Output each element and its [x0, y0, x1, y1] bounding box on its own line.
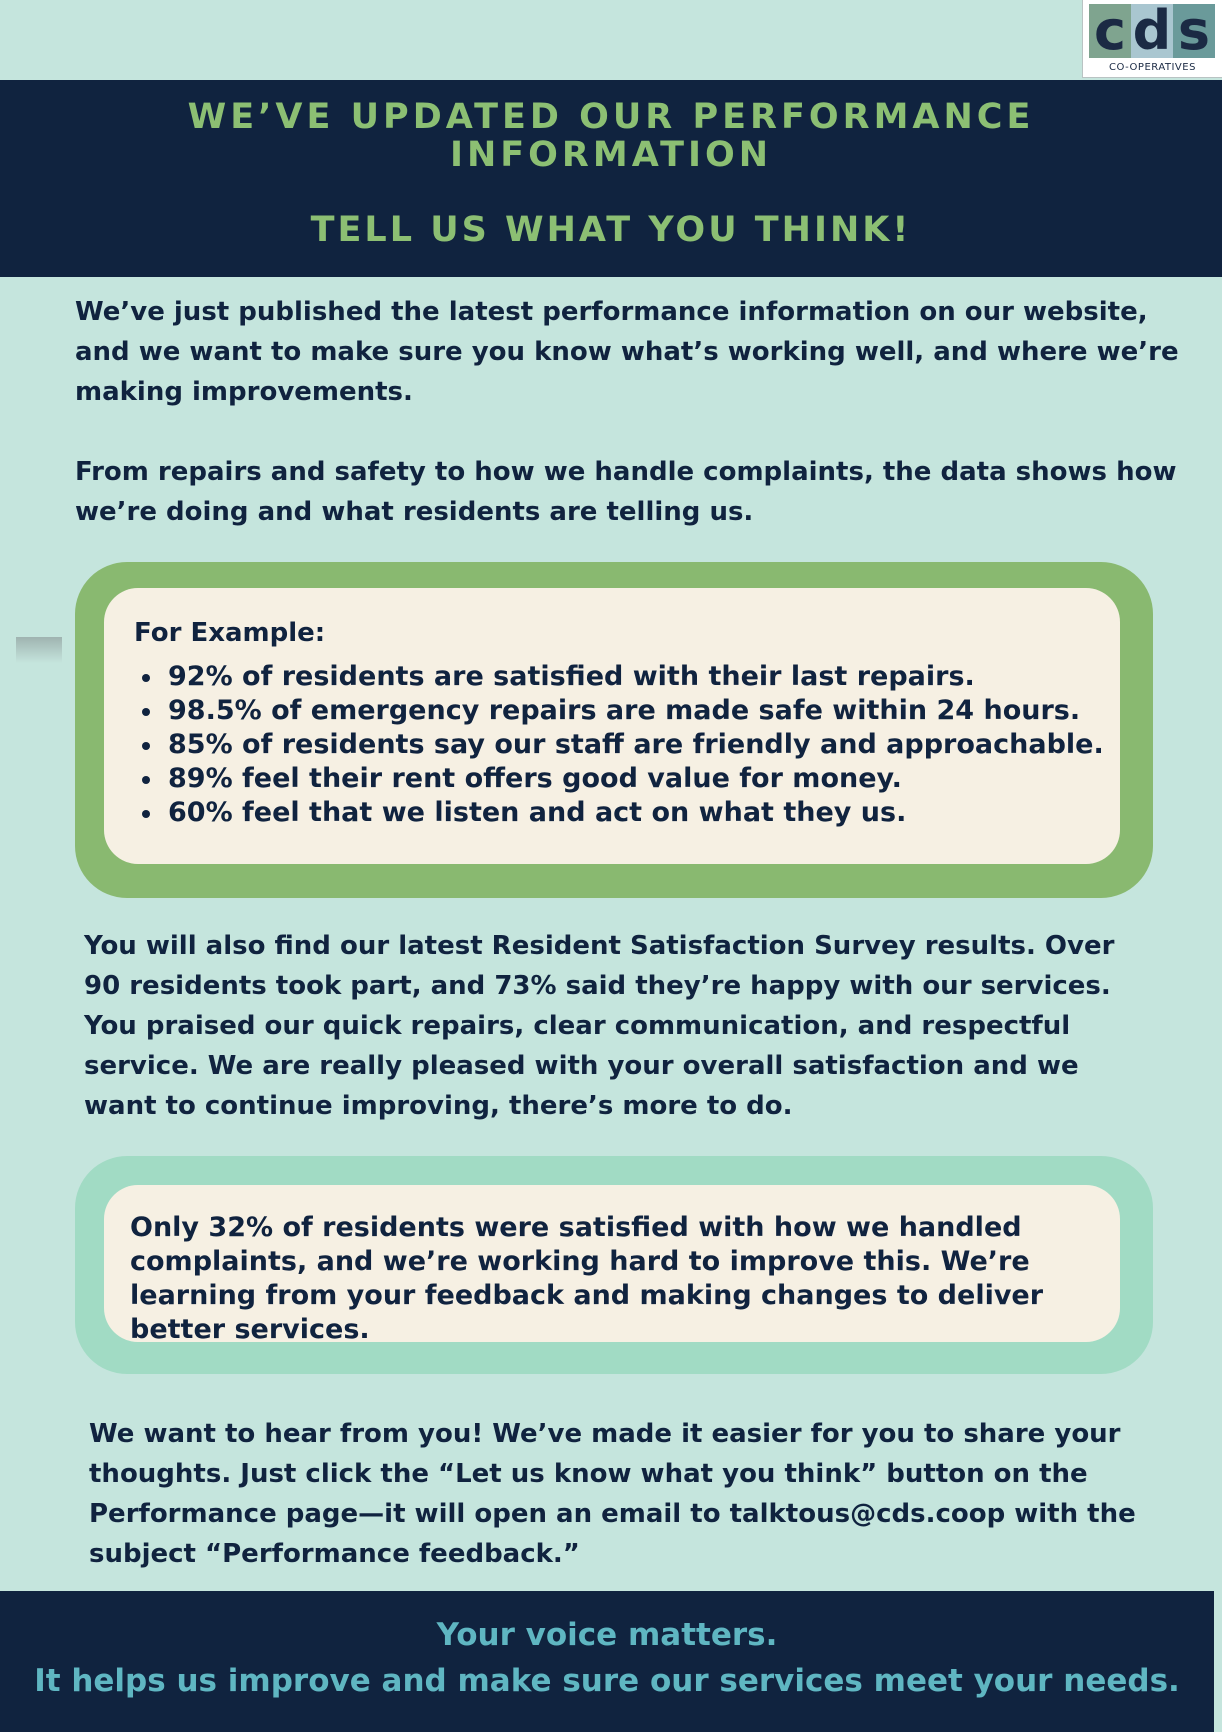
- footer-line-2: It helps us improve and make sure our services meet your needs.: [34, 1663, 1180, 1699]
- footer-banner: [0, 1591, 1214, 1732]
- logo-caption: CO-OPERATIVES: [1109, 62, 1196, 73]
- list-item: 92% of residents are satisfied with their last repairs.: [134, 660, 1104, 694]
- logo-letter-d: d: [1132, 0, 1172, 62]
- examples-box-inner: [104, 588, 1120, 864]
- list-item: 85% of residents say our staff are friendly and approachable.: [134, 728, 1104, 762]
- logo-letter-c: c: [1089, 4, 1131, 58]
- complaints-text: Only 32% of residents were satisfied with how we handled complaints, and we’re working hard to improve this. We’re learning from your feedback and making changes to deliver better services.: [130, 1212, 1044, 1345]
- logo-letter-s: s: [1173, 4, 1215, 58]
- cds-logo: [1082, 0, 1222, 78]
- page-subtitle: TELL US WHAT YOU THINK!: [310, 210, 912, 250]
- header-banner: [0, 80, 1222, 277]
- examples-list: [134, 660, 1104, 830]
- logo-tiles: [1089, 0, 1215, 62]
- list-item: 60% feel that we listen and act on what they us.: [134, 796, 1104, 830]
- side-tab-marker: [16, 637, 62, 663]
- complaints-box-inner: [104, 1185, 1120, 1345]
- footer-line-1: Your voice matters.: [436, 1617, 778, 1653]
- complaints-box: [75, 1156, 1153, 1374]
- survey-paragraph: You will also find our latest Resident Satisfaction Survey results. Over 90 residents took part, and 73% said they’re happy with our services. You praised our quick repairs, clear communication, and respectful service. We are really pleased with your overall satisfaction and we want to continue improving, there’s more to do.: [84, 931, 1115, 1121]
- list-item: 98.5% of emergency repairs are made safe within 24 hours.: [134, 694, 1104, 728]
- list-item: 89% feel their rent offers good value for money.: [134, 762, 1104, 796]
- intro-paragraph-1: We’ve just published the latest performance information on our website, and we want to make sure you know what’s working well, and where we’re making improvements.: [75, 297, 1179, 407]
- examples-title: For Example:: [134, 618, 326, 648]
- feedback-paragraph: We want to hear from you! We’ve made it easier for you to share your thoughts. Just click the “Let us know what you think” button on the Performance page—it will open an email to talktous@cds.coop with the subject “Performance feedback.”: [89, 1419, 1136, 1569]
- examples-box: [75, 562, 1153, 898]
- intro-paragraph-2: From repairs and safety to how we handle complaints, the data shows how we’re doing and what residents are telling us.: [75, 457, 1177, 527]
- page-title: WE’VE UPDATED OUR PERFORMANCE INFORMATION: [187, 97, 1035, 175]
